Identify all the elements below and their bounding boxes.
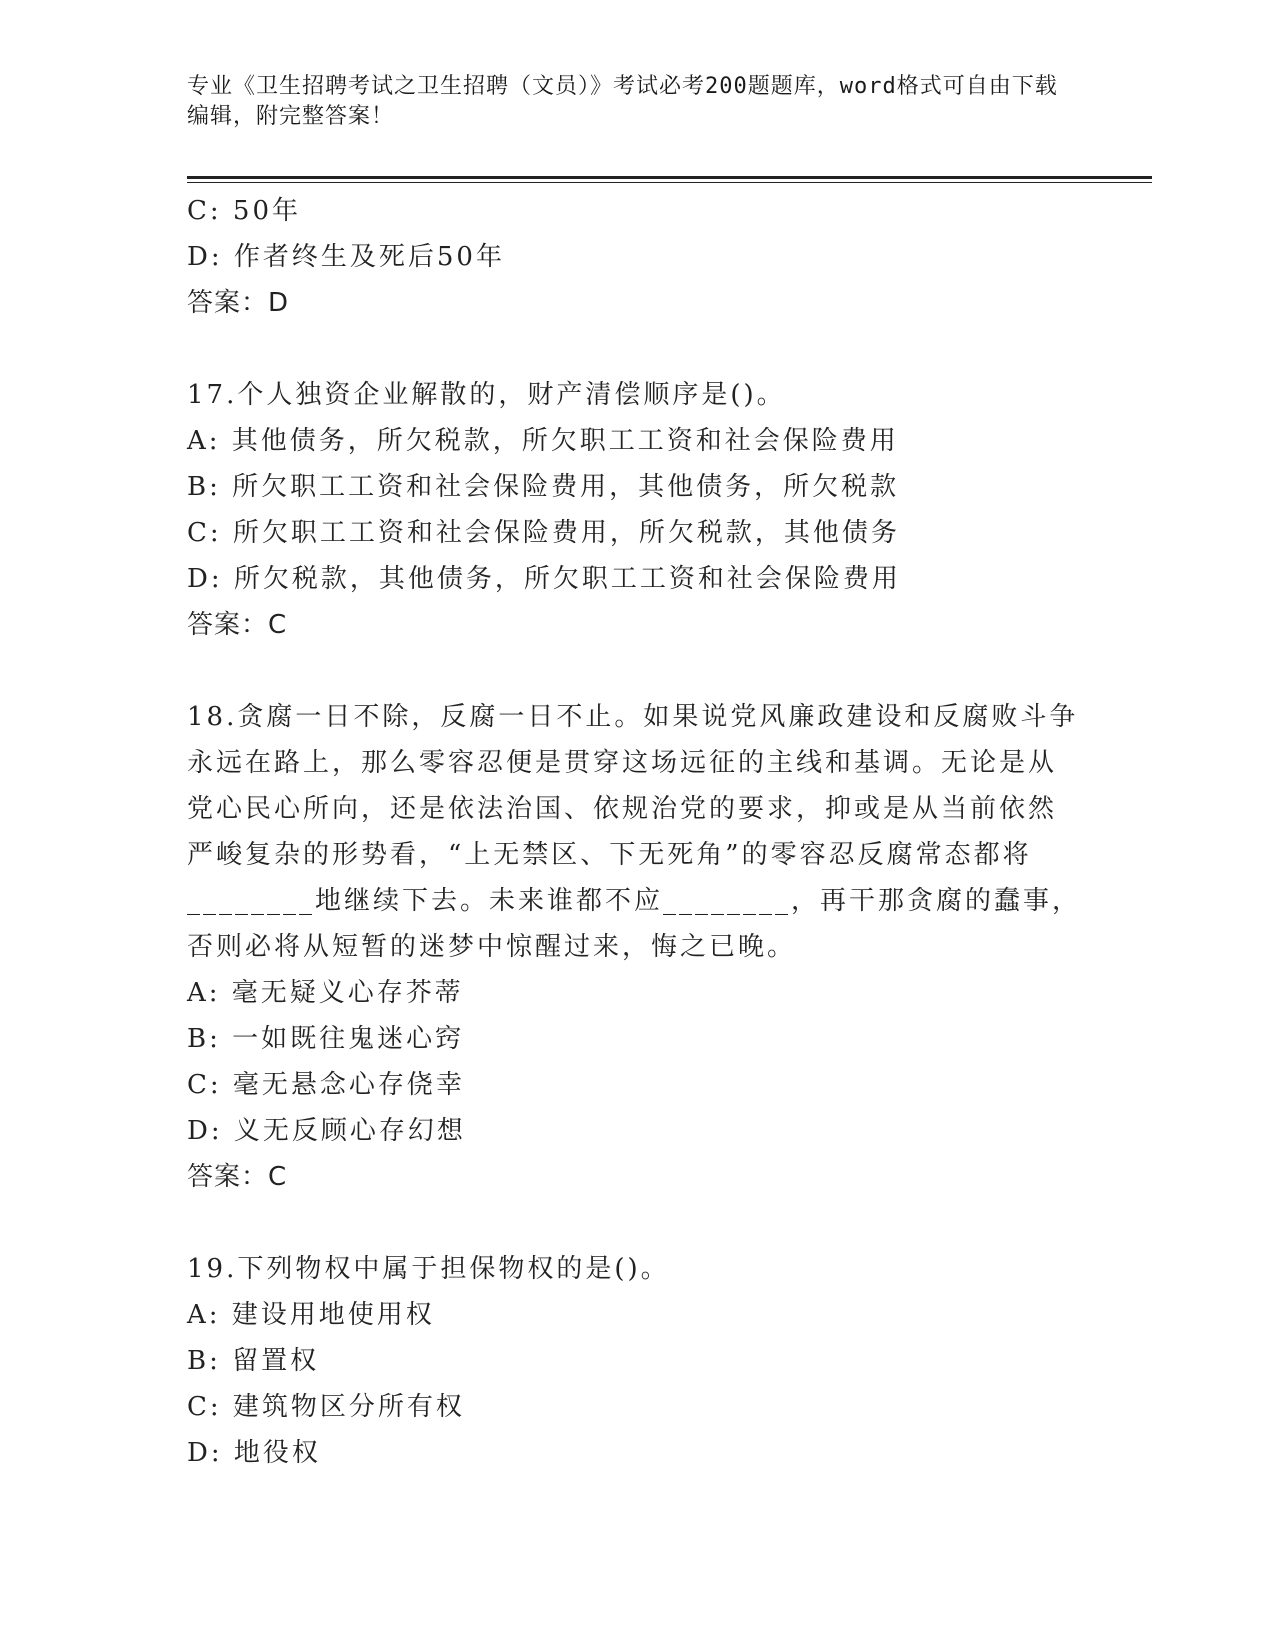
q18-option-a: A: 毫无疑义心存芥蒂: [187, 978, 464, 1008]
q18-stem-line-5: ________地继续下去。未来谁都不应________，再干那贪腐的蠢事，: [187, 886, 1082, 916]
q17-option-b: B: 所欠职工工资和社会保险费用，其他债务，所欠税款: [187, 472, 900, 502]
q19-option-b: B: 留置权: [187, 1346, 320, 1376]
q18-stem-line-2: 永远在路上，那么零容忍便是贯穿这场远征的主线和基调。无论是从: [187, 748, 1058, 778]
q18-option-d: D: 义无反顾心存幻想: [187, 1116, 466, 1146]
q17-option-d: D: 所欠税款，其他债务，所欠职工工资和社会保险费用: [187, 564, 901, 594]
q18-answer: 答案：C: [187, 1162, 288, 1192]
document-header: 专业《卫生招聘考试之卫生招聘（文员）》考试必考200题题库，word格式可自由下载编辑，附完整答案！: [187, 74, 1058, 129]
spacer: [187, 1200, 1087, 1246]
q16-answer: 答案：D: [187, 288, 290, 318]
q18-stem-line-1: 18.贪腐一日不除，反腐一日不止。如果说党风廉政建设和反腐败斗争: [187, 702, 1079, 732]
q18-stem-line-3: 党心民心所向，还是依法治国、依规治党的要求，抑或是从当前依然: [187, 794, 1058, 824]
q18-option-c: C: 毫无悬念心存侥幸: [187, 1070, 465, 1100]
header-rule-thick: [187, 176, 1152, 179]
spacer: [187, 326, 1087, 372]
q16-option-d: D: 作者终生及死后50年: [187, 242, 505, 272]
q19-option-a: A: 建设用地使用权: [187, 1300, 435, 1330]
q17-stem: 17.个人独资企业解散的，财产清偿顺序是()。: [187, 380, 786, 410]
q17-answer: 答案：C: [187, 610, 288, 640]
q17-option-c: C: 所欠职工工资和社会保险费用，所欠税款，其他债务: [187, 518, 900, 548]
spacer: [187, 648, 1087, 694]
q17-option-a: A: 其他债务，所欠税款，所欠职工工资和社会保险费用: [187, 426, 899, 456]
header-rule-thin: [187, 182, 1152, 183]
q19-option-d: D: 地役权: [187, 1438, 321, 1468]
q19-option-c: C: 建筑物区分所有权: [187, 1392, 465, 1422]
q18-option-b: B: 一如既往鬼迷心窍: [187, 1024, 465, 1054]
q16-option-c: C: 50年: [187, 196, 302, 226]
question-content: [187, 188, 1087, 1476]
q18-stem-line-4: 严峻复杂的形势看，“上无禁区、下无死角”的零容忍反腐常态都将: [187, 840, 1032, 870]
q19-stem: 19.下列物权中属于担保物权的是()。: [187, 1254, 670, 1284]
q18-stem-line-6: 否则必将从短暂的迷梦中惊醒过来，悔之已晚。: [187, 932, 797, 962]
